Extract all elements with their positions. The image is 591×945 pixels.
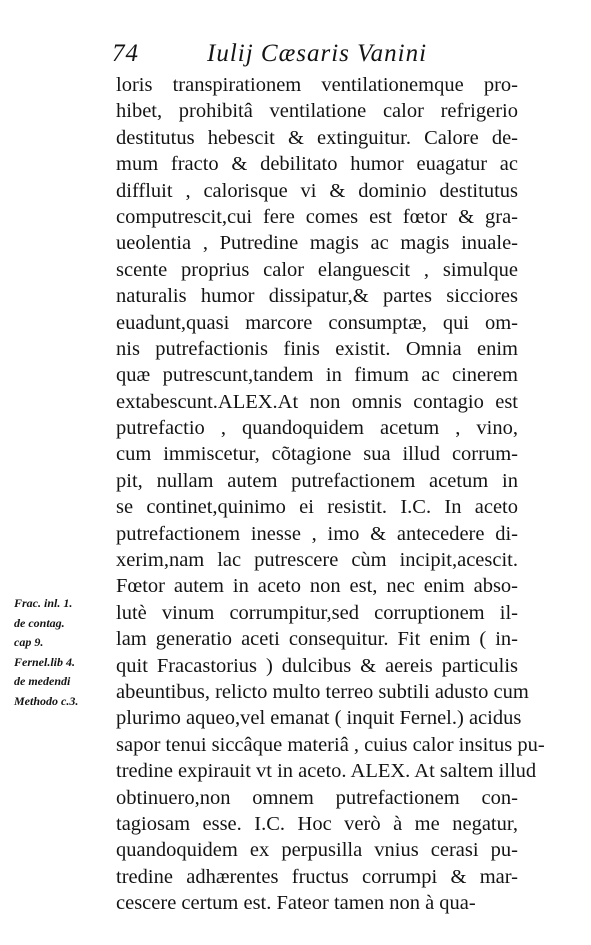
text-line: quandoquidem ex perpusilla vnius cerasi pu- [116,839,518,862]
margin-notes [14,594,114,711]
text-line: quæ putrescunt,tandem in fimum ac cinerem [116,364,518,387]
text-line: ueolentia , Putredine magis ac magis inuale- [116,232,518,255]
text-line: cescere certum est. Fateor tamen non à qua- [116,892,476,915]
text-line: diffluit , calorisque vi & dominio destitutus [116,179,518,202]
running-head [112,38,517,70]
text-line: abeuntibus, relicto multo terreo subtili adusto cum [116,680,529,703]
body-text [116,72,545,917]
text-line: se continet,quinimo ei resistit. I.C. In aceto [116,496,518,519]
text-line: quit Fracastorius ) dulcibus & aereis particulis [116,654,518,677]
text-line: putrefactio , quandoquidem acetum , vino, [116,417,518,440]
text-line: cum immiscetur, cõtagione sua illud corrum- [116,443,518,466]
text-line: extabescunt.ALEX.At non omnis contagio est [116,390,518,413]
text-line: loris transpirationem ventilationemque pro- [116,74,518,96]
text-line: destitutus hebescit & extinguitur. Calore de- [116,126,518,149]
text-line: mum fracto & debilitato humor euagatur ac [116,153,518,176]
text-line: plurimo aqueo,vel emanat ( inquit Fernel.) acidus [116,707,522,730]
text-line: sapor tenui siccâque materiâ , cuius calor insitus pu- [116,733,545,756]
text-line: tagiosam esse. I.C. Hoc verò à me negatur, [116,812,518,835]
text-line: xerim,nam lac putrescere cùm incipit,acescit. [116,549,518,572]
text-line: scente proprius calor elanguescit , simulque [116,258,518,281]
text-line: pit, nullam autem putrefactionem acetum in [116,469,518,492]
text-line: obtinuero,non omnem putrefactionem con- [116,786,518,809]
text-line: computrescit,cui fere comes est fœtor & gra- [116,205,518,228]
text-line: tredine expirauit vt in aceto. ALEX. At saltem illud [116,760,537,783]
text-line: Fœtor autem in aceto non est, nec enim abso- [116,575,518,598]
text-line: putrefactionem inesse , imo & antecedere di- [116,522,518,545]
margin-note: Frac. inl. 1. [14,596,73,610]
margin-note: Fernel.lib 4. [14,654,76,669]
page-number: 74 [112,40,139,67]
text-line: nis putrefactionis finis existit. Omnia enim [116,337,518,360]
margin-note: de medendi [14,674,71,688]
margin-note: cap 9. [14,635,44,649]
margin-note: Methodo c.3. [14,693,79,708]
text-line: naturalis humor dissipatur,& partes sicciores [116,285,518,308]
text-line: hibet, prohibitâ ventilatione calor refrigerio [116,100,518,123]
text-line: lam generatio aceti consequitur. Fit enim ( in- [116,628,518,651]
margin-note: de contag. [14,615,65,630]
text-line: tredine adhærentes fructus corrumpi & mar- [116,865,518,888]
text-line: euadunt,quasi marcore consumptæ, qui om- [116,311,518,334]
text-line: lutè vinum corrumpitur,sed corruptionem il- [116,601,518,624]
page-header-title: Iulij Cæsaris Vanini [207,40,428,67]
